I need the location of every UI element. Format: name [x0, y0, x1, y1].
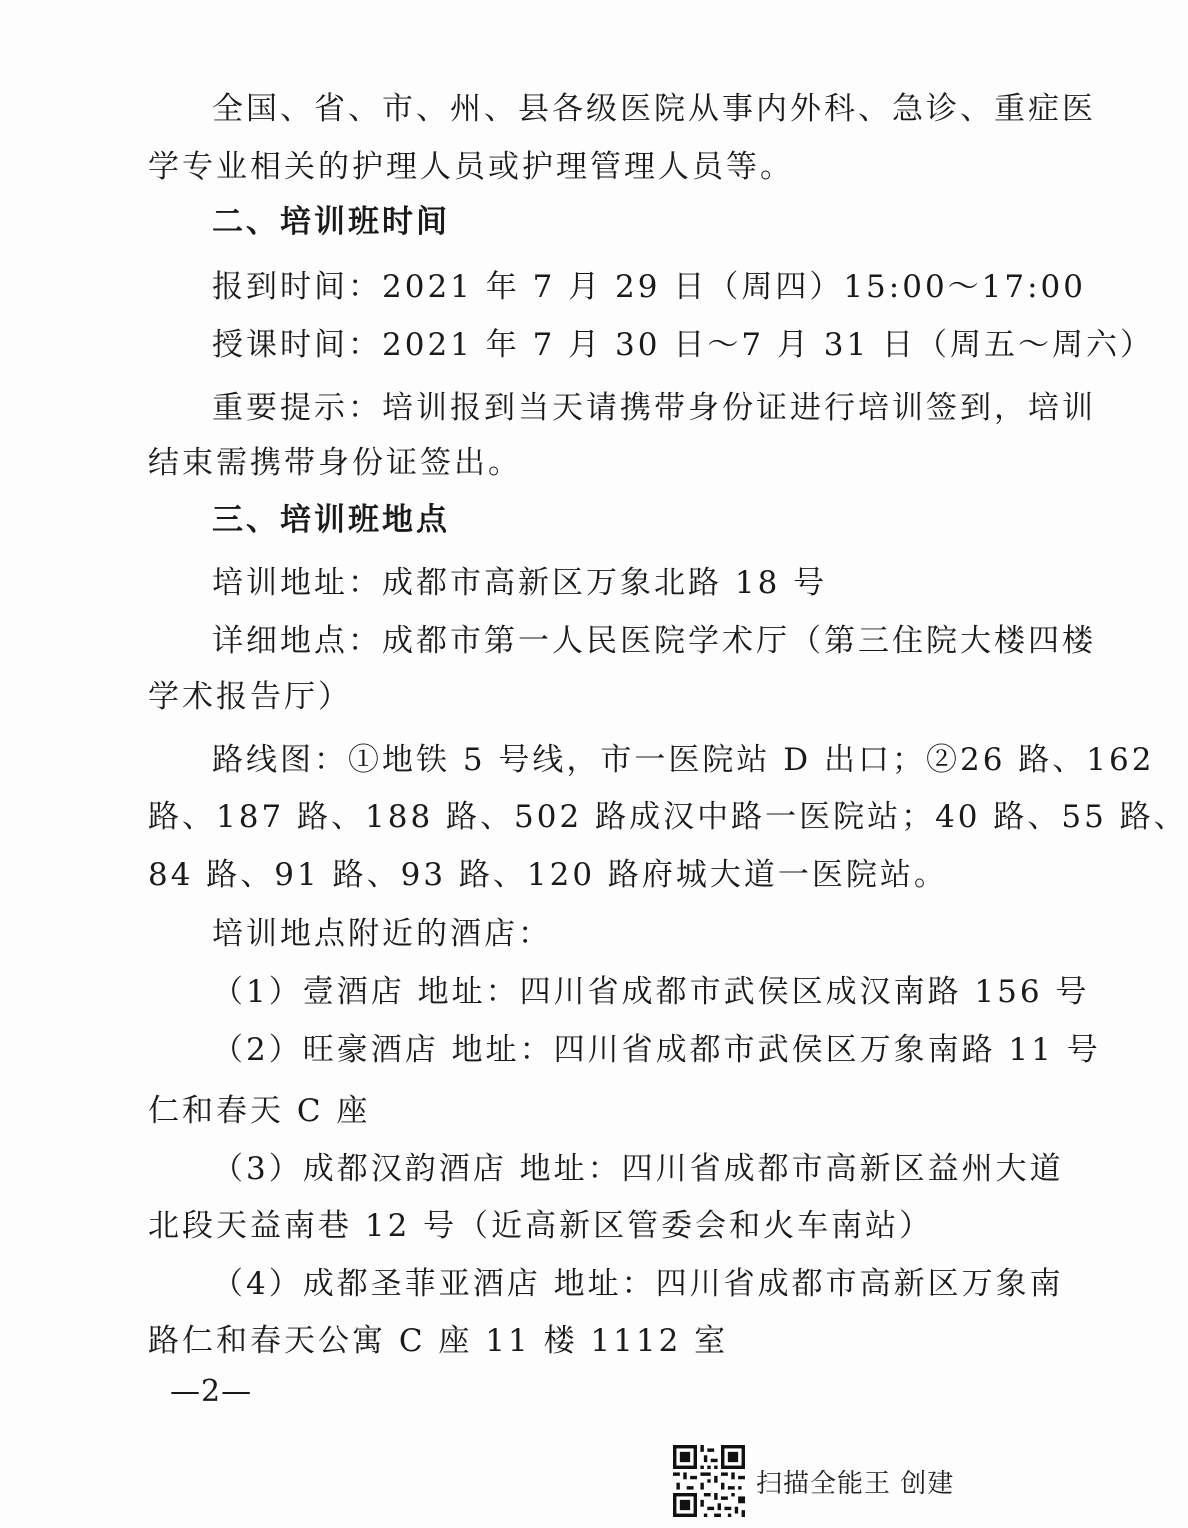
hotel-3-line-2: 北段天益南巷 12 号（近高新区管委会和火车南站）	[148, 1208, 934, 1244]
route-line-1: 路线图：①地铁 5 号线，市一医院站 D 出口；②26 路、162	[212, 742, 1155, 778]
body-line-1: 全国、省、市、州、县各级医院从事内外科、急诊、重症医	[212, 91, 1096, 127]
hotel-2-line-2: 仁和春天 C 座	[148, 1093, 371, 1129]
important-notice-line-1: 重要提示：培训报到当天请携带身份证进行培训签到，培训	[212, 390, 1096, 426]
hotel-1: （1）壹酒店 地址：四川省成都市武侯区成汉南路 156 号	[212, 974, 1090, 1010]
class-time: 授课时间：2021 年 7 月 30 日～7 月 31 日（周五～周六）	[212, 327, 1155, 363]
hotel-4-line-1: （4）成都圣菲亚酒店 地址：四川省成都市高新区万象南	[212, 1266, 1064, 1302]
hotel-4-line-2: 路仁和春天公寓 C 座 11 楼 1112 室	[148, 1323, 729, 1359]
scanner-label: 扫描全能王 创建	[756, 1468, 955, 1499]
checkin-time: 报到时间：2021 年 7 月 29 日（周四）15:00～17:00	[212, 269, 1087, 305]
section-heading-time: 二、培训班时间	[212, 204, 450, 240]
route-line-3: 84 路、91 路、93 路、120 路府城大道一医院站。	[148, 857, 948, 893]
hotel-3-line-1: （3）成都汉韵酒店 地址：四川省成都市高新区益州大道	[212, 1151, 1064, 1187]
hotel-2-line-1: （2）旺豪酒店 地址：四川省成都市武侯区万象南路 11 号	[212, 1032, 1101, 1068]
training-address: 培训地址：成都市高新区万象北路 18 号	[212, 565, 828, 601]
section-heading-location: 三、培训班地点	[212, 502, 450, 538]
route-line-2: 路、187 路、188 路、502 路成汉中路一医院站；40 路、55 路、	[148, 799, 1188, 835]
detail-location-line-2: 学术报告厅）	[148, 679, 352, 715]
body-line-2: 学专业相关的护理人员或护理管理人员等。	[148, 149, 794, 185]
qr-code-icon	[672, 1444, 746, 1518]
hotels-heading: 培训地点附近的酒店：	[212, 916, 552, 952]
important-notice-line-2: 结束需携带身份证签出。	[148, 445, 522, 481]
scanner-watermark	[672, 1444, 954, 1518]
page-number: —2—	[170, 1374, 253, 1409]
detail-location-line-1: 详细地点：成都市第一人民医院学术厅（第三住院大楼四楼	[212, 623, 1096, 659]
